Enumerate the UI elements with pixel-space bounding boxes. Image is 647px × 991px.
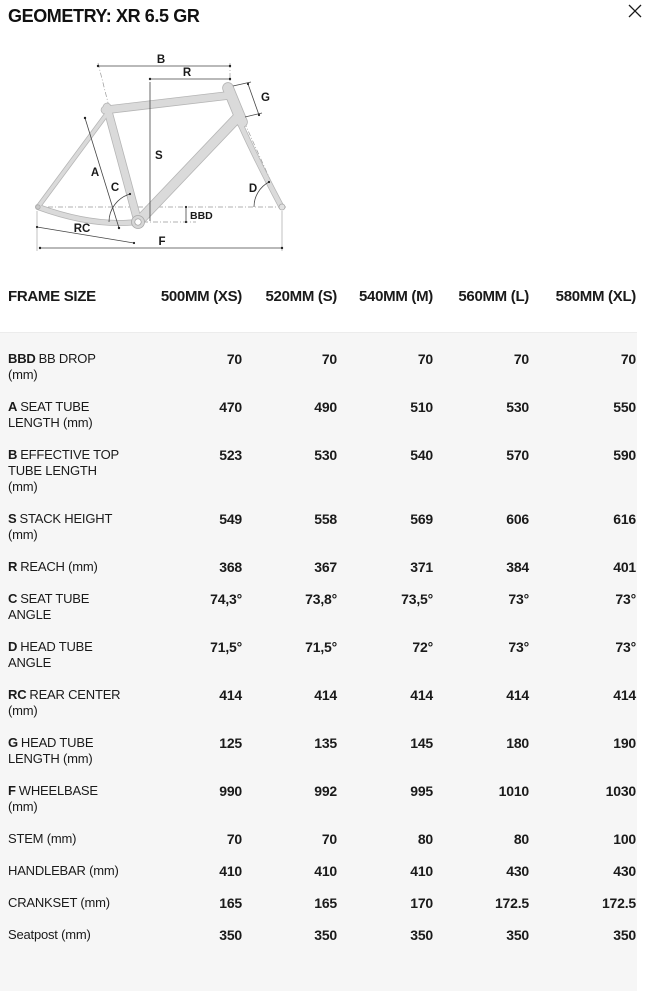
cell-value: 410 bbox=[314, 863, 337, 879]
dim-label-a: A bbox=[90, 167, 100, 179]
row-code: B bbox=[8, 447, 18, 462]
cell-value: 74,3° bbox=[210, 591, 242, 607]
table-row bbox=[0, 391, 637, 439]
cell-value: 570 bbox=[506, 447, 529, 463]
cell-value: 135 bbox=[314, 735, 337, 751]
table-row bbox=[0, 823, 637, 855]
table-row bbox=[0, 503, 637, 551]
dim-label-s: S bbox=[155, 150, 163, 162]
cell-value: 430 bbox=[506, 863, 529, 879]
row-label-cell bbox=[8, 727, 146, 775]
dim-label-b: B bbox=[156, 54, 166, 66]
cell-value: 125 bbox=[219, 735, 242, 751]
cell-value: 550 bbox=[613, 399, 636, 415]
row-label: REAR CENTER (mm) bbox=[8, 687, 121, 718]
cell-value: 401 bbox=[613, 559, 636, 575]
cell-value: 990 bbox=[219, 783, 242, 799]
table-row bbox=[0, 887, 637, 919]
cell-value: 616 bbox=[613, 511, 636, 527]
cell-value: 350 bbox=[506, 927, 529, 943]
cell-value: 71,5° bbox=[305, 639, 337, 655]
cell-value: 368 bbox=[219, 559, 242, 575]
dim-label-g: G bbox=[261, 92, 270, 104]
cell-value: 70 bbox=[226, 831, 242, 847]
cell-value: 73° bbox=[615, 591, 636, 607]
row-label-cell bbox=[8, 823, 146, 855]
row-code: S bbox=[8, 511, 17, 526]
row-code: G bbox=[8, 735, 18, 750]
cell-value: 992 bbox=[314, 783, 337, 799]
column-header: 560MM (L) bbox=[458, 288, 529, 305]
cell-value: 430 bbox=[613, 863, 636, 879]
table-row bbox=[0, 439, 637, 503]
cell-value: 510 bbox=[410, 399, 433, 415]
cell-value: 371 bbox=[410, 559, 433, 575]
row-code: A bbox=[8, 399, 18, 414]
table-row bbox=[0, 343, 637, 391]
cell-value: 1030 bbox=[605, 783, 636, 799]
page-title: GEOMETRY: XR 6.5 GR bbox=[8, 6, 200, 26]
cell-value: 170 bbox=[410, 895, 433, 911]
row-label: EFFECTIVE TOP TUBE LENGTH (mm) bbox=[8, 447, 119, 494]
cell-value: 540 bbox=[410, 447, 433, 463]
cell-value: 80 bbox=[417, 831, 433, 847]
table-header-row bbox=[0, 276, 637, 314]
row-code: F bbox=[8, 783, 16, 798]
row-label-cell bbox=[8, 439, 146, 503]
cell-value: 73° bbox=[508, 639, 529, 655]
row-code: BBD bbox=[8, 351, 36, 366]
table-row bbox=[0, 583, 637, 631]
row-label: REACH (mm) bbox=[20, 559, 98, 574]
cell-value: 70 bbox=[226, 351, 242, 367]
close-icon bbox=[628, 4, 642, 18]
column-header: 580MM (XL) bbox=[555, 288, 636, 305]
cell-value: 558 bbox=[314, 511, 337, 527]
cell-value: 414 bbox=[613, 687, 636, 703]
cell-value: 350 bbox=[314, 927, 337, 943]
frame-size-header: FRAME SIZE bbox=[8, 288, 96, 305]
row-label: HEAD TUBE LENGTH (mm) bbox=[8, 735, 94, 766]
dim-label-d: D bbox=[248, 183, 258, 195]
column-header: 500MM (XS) bbox=[160, 288, 242, 305]
row-label: HEAD TUBE ANGLE bbox=[8, 639, 93, 670]
table-body bbox=[0, 332, 637, 991]
row-label-cell bbox=[8, 551, 146, 583]
dim-label-f: F bbox=[158, 236, 166, 248]
cell-value: 71,5° bbox=[210, 639, 242, 655]
table-row bbox=[0, 551, 637, 583]
cell-value: 414 bbox=[506, 687, 529, 703]
cell-value: 180 bbox=[506, 735, 529, 751]
table-row bbox=[0, 919, 637, 951]
cell-value: 414 bbox=[219, 687, 242, 703]
cell-value: 350 bbox=[410, 927, 433, 943]
frame-geometry-diagram bbox=[8, 55, 348, 269]
cell-value: 530 bbox=[314, 447, 337, 463]
cell-value: 73,5° bbox=[401, 591, 433, 607]
row-label: HANDLEBAR (mm) bbox=[8, 863, 119, 878]
cell-value: 530 bbox=[506, 399, 529, 415]
cell-value: 490 bbox=[314, 399, 337, 415]
table-row bbox=[0, 727, 637, 775]
cell-value: 606 bbox=[506, 511, 529, 527]
cell-value: 73° bbox=[508, 591, 529, 607]
cell-value: 172.5 bbox=[601, 895, 636, 911]
cell-value: 414 bbox=[410, 687, 433, 703]
row-label: BB DROP (mm) bbox=[8, 351, 96, 382]
row-code: D bbox=[8, 639, 18, 654]
column-header: 520MM (S) bbox=[265, 288, 337, 305]
cell-value: 350 bbox=[219, 927, 242, 943]
cell-value: 70 bbox=[321, 831, 337, 847]
cell-value: 70 bbox=[513, 351, 529, 367]
cell-value: 73° bbox=[615, 639, 636, 655]
row-label: Seatpost (mm) bbox=[8, 927, 91, 942]
cell-value: 190 bbox=[613, 735, 636, 751]
row-label: SEAT TUBE ANGLE bbox=[8, 591, 90, 622]
table-row bbox=[0, 855, 637, 887]
cell-value: 414 bbox=[314, 687, 337, 703]
cell-value: 367 bbox=[314, 559, 337, 575]
cell-value: 1010 bbox=[498, 783, 529, 799]
row-label-cell bbox=[8, 775, 146, 823]
column-header: 540MM (M) bbox=[359, 288, 433, 305]
row-label-cell bbox=[8, 391, 146, 439]
row-label: SEAT TUBE LENGTH (mm) bbox=[8, 399, 93, 430]
row-label: WHEELBASE (mm) bbox=[8, 783, 98, 814]
row-code: R bbox=[8, 559, 18, 574]
cell-value: 70 bbox=[620, 351, 636, 367]
cell-value: 470 bbox=[219, 399, 242, 415]
rear-dropout bbox=[36, 205, 40, 209]
cell-value: 70 bbox=[417, 351, 433, 367]
row-label-cell bbox=[8, 631, 146, 679]
cell-value: 569 bbox=[410, 511, 433, 527]
row-label: STACK HEIGHT (mm) bbox=[8, 511, 112, 542]
cell-value: 172.5 bbox=[494, 895, 529, 911]
geometry-table bbox=[0, 276, 637, 991]
dim-label-r: R bbox=[182, 67, 192, 79]
cell-value: 165 bbox=[314, 895, 337, 911]
cell-value: 523 bbox=[219, 447, 242, 463]
cell-value: 590 bbox=[613, 447, 636, 463]
table-row bbox=[0, 775, 637, 823]
row-label-cell bbox=[8, 855, 146, 887]
close-button[interactable] bbox=[624, 0, 646, 22]
cell-value: 100 bbox=[613, 831, 636, 847]
row-label-cell bbox=[8, 503, 146, 551]
row-label-cell bbox=[8, 887, 146, 919]
row-code: RC bbox=[8, 687, 27, 702]
table-row bbox=[0, 631, 637, 679]
cell-value: 410 bbox=[219, 863, 242, 879]
row-code: C bbox=[8, 591, 18, 606]
row-label-cell bbox=[8, 679, 146, 727]
row-label: CRANKSET (mm) bbox=[8, 895, 110, 910]
cell-value: 145 bbox=[410, 735, 433, 751]
row-label-cell bbox=[8, 583, 146, 631]
cell-value: 350 bbox=[613, 927, 636, 943]
cell-value: 410 bbox=[410, 863, 433, 879]
dim-label-c: C bbox=[110, 182, 120, 194]
cell-value: 384 bbox=[506, 559, 529, 575]
table-row bbox=[0, 679, 637, 727]
dim-label-rc: RC bbox=[73, 223, 91, 235]
cell-value: 995 bbox=[410, 783, 433, 799]
row-label: STEM (mm) bbox=[8, 831, 77, 846]
dim-label-bbd: BBD bbox=[190, 210, 213, 222]
row-label-cell bbox=[8, 919, 146, 951]
front-dropout bbox=[279, 204, 285, 210]
cell-value: 70 bbox=[321, 351, 337, 367]
row-label-cell bbox=[8, 343, 146, 391]
cell-value: 165 bbox=[219, 895, 242, 911]
cell-value: 73,8° bbox=[305, 591, 337, 607]
cell-value: 80 bbox=[513, 831, 529, 847]
cell-value: 72° bbox=[412, 639, 433, 655]
cell-value: 549 bbox=[219, 511, 242, 527]
